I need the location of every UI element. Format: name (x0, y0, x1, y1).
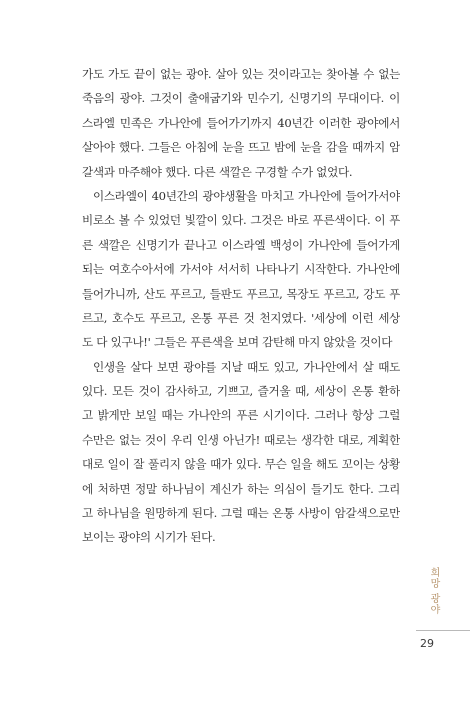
text-line: 에 처하면 정말 하나님이 계신가 하는 의심이 들기도 한다. 그리 (82, 481, 400, 496)
text-line: 비로소 볼 수 있었던 빛깔이 있다. 그것은 바로 푸른색이다. 이 푸 (82, 213, 400, 228)
body-text (82, 62, 400, 550)
text-line: 죽음의 광야. 그것이 출애굽기와 민수기, 신명기의 무대이다. 이 (82, 91, 400, 106)
chapter-side-label: 희망 광야 (428, 567, 439, 616)
text-line: 대로 일이 잘 풀리지 않을 때가 있다. 무슨 일을 해도 꼬이는 상황 (82, 457, 400, 472)
text-line: 고 하나님을 원망하게 된다. 그럴 때는 온통 사방이 암갈색으로만 (82, 506, 400, 521)
page-number: 29 (420, 637, 434, 650)
text-line: 갈색과 마주해야 했다. 다른 색깔은 구경할 수가 없었다. (82, 164, 353, 179)
text-line: 스라엘 민족은 가나안에 들어가기까지 40년간 이러한 광야에서 (82, 115, 400, 130)
paragraph-3 (82, 355, 400, 550)
text-line: 수만은 없는 것이 우리 인생 아닌가! 때로는 생각한 대로, 계획한 (82, 432, 400, 447)
text-line: 있다. 모든 것이 감사하고, 기쁘고, 즐거울 때, 세상이 온통 환하 (82, 384, 400, 399)
text-line: 되는 여호수아서에 가서야 서서히 나타나기 시작한다. 가나안에 (82, 262, 400, 277)
text-line: 른 색깔은 신명기가 끝나고 이스라엘 백성이 가나안에 들어가게 (82, 237, 400, 252)
text-line: 고 밝게만 보일 때는 가나안의 푸른 시기이다. 그러나 항상 그럴 (82, 408, 400, 423)
text-line: 르고, 호수도 푸르고, 온통 푸른 것 천지였다. '세상에 이런 세상 (82, 310, 400, 325)
text-line: 도 다 있구나!' 그들은 푸른색을 보며 감탄해 마지 않았을 것이다 (82, 335, 393, 350)
text-line: 보이는 광야의 시기가 된다. (82, 530, 216, 545)
text-line: 살아야 했다. 그들은 아침에 눈을 뜨고 밤에 눈을 감을 때까지 암 (82, 140, 400, 155)
paragraph-1 (82, 62, 400, 184)
text-line: 인생을 살다 보면 광야를 지날 때도 있고, 가나안에서 살 때도 (93, 359, 400, 374)
text-line: 이스라엘이 40년간의 광야생활을 마치고 가나안에 들어가서야 (93, 188, 400, 203)
text-line: 들어가니까, 산도 푸르고, 들판도 푸르고, 목장도 푸르고, 강도 푸 (82, 286, 400, 301)
paragraph-2 (82, 184, 400, 355)
footer-rule (416, 630, 470, 631)
text-line: 가도 가도 끝이 없는 광야. 살아 있는 것이라고는 찾아볼 수 없는 (82, 67, 400, 81)
